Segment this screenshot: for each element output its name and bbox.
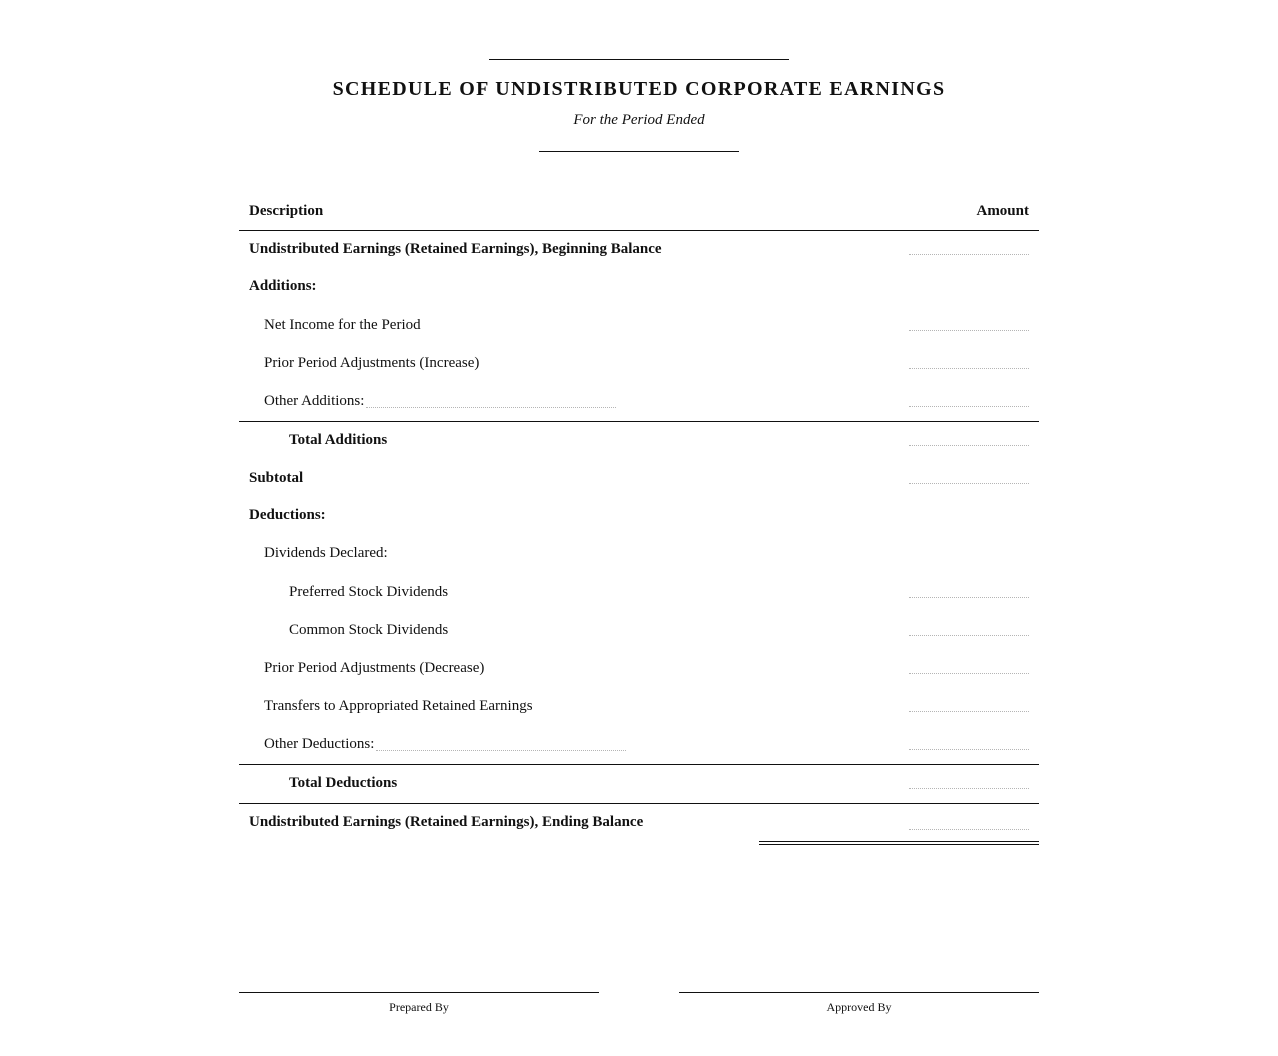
row-label: Other Deductions:: [264, 736, 375, 752]
table-row-other-deductions: [239, 726, 1039, 764]
amount-field[interactable]: [909, 711, 1029, 712]
table-header: [239, 192, 1039, 231]
description-header: Description: [249, 203, 324, 219]
row-label: Subtotal: [249, 470, 304, 486]
amount-field[interactable]: [909, 597, 1029, 598]
amount-field[interactable]: [909, 749, 1029, 750]
other-additions-fill-line[interactable]: [366, 407, 616, 408]
row-label-wrap: [264, 736, 626, 753]
amount-field[interactable]: [909, 254, 1029, 255]
row-label: Prior Period Adjustments (Increase): [264, 355, 480, 371]
top-rule: [489, 59, 789, 60]
row-label: Undistributed Earnings (Retained Earnings), Ending Balance: [249, 814, 644, 830]
table-row-preferred-dividends: [239, 574, 1039, 612]
table-row-deductions-heading: [239, 498, 1039, 536]
amount-header: Amount: [976, 203, 1029, 219]
row-label: Net Income for the Period: [264, 317, 421, 333]
row-label: Dividends Declared:: [264, 545, 388, 561]
table-row-prior-adj-decrease: [239, 650, 1039, 688]
row-label: Other Additions:: [264, 393, 365, 409]
row-label: Total Additions: [289, 432, 388, 448]
table-row-total-deductions: [239, 764, 1039, 804]
table-row-subtotal: [239, 460, 1039, 498]
row-label: Undistributed Earnings (Retained Earnings), Beginning Balance: [249, 241, 662, 257]
period-date-line[interactable]: [539, 151, 739, 152]
table-row-prior-adj-increase: [239, 345, 1039, 383]
table-row-common-dividends: [239, 612, 1039, 650]
amount-field[interactable]: [909, 829, 1029, 830]
row-label: Additions:: [249, 278, 317, 294]
prepared-by-signature-line[interactable]: [239, 992, 599, 1015]
amount-field[interactable]: [909, 368, 1029, 369]
other-deductions-fill-line[interactable]: [376, 750, 626, 751]
table-row-total-additions: [239, 421, 1039, 460]
amount-field[interactable]: [909, 635, 1029, 636]
row-label: Common Stock Dividends: [289, 622, 449, 638]
row-label: Transfers to Appropriated Retained Earnings: [264, 698, 533, 714]
table-row-net-income: [239, 307, 1039, 345]
row-label-wrap: [264, 393, 616, 410]
amount-field[interactable]: [909, 483, 1029, 484]
table-row-transfers: [239, 688, 1039, 726]
row-label: Preferred Stock Dividends: [289, 584, 449, 600]
row-label: Prior Period Adjustments (Decrease): [264, 660, 485, 676]
table-row-dividends-declared: [239, 536, 1039, 574]
amount-field[interactable]: [909, 330, 1029, 331]
table-row-ending-balance: [239, 804, 1039, 844]
row-label: Deductions:: [249, 507, 326, 523]
table-row-other-additions: [239, 383, 1039, 421]
document-title: SCHEDULE OF UNDISTRIBUTED CORPORATE EARNINGS: [332, 78, 946, 100]
approved-by-signature-line[interactable]: [679, 992, 1039, 1015]
document-subtitle: For the Period Ended: [573, 112, 705, 128]
amount-field[interactable]: [909, 406, 1029, 407]
table-row-beginning-balance: [239, 231, 1039, 269]
row-label: Total Deductions: [289, 775, 398, 791]
table-row-additions-heading: [239, 269, 1039, 307]
earnings-table: [239, 192, 1039, 844]
amount-field[interactable]: [909, 788, 1029, 789]
double-underline: [759, 841, 1039, 845]
amount-field[interactable]: [909, 445, 1029, 446]
prepared-by-label: Prepared By: [389, 1000, 449, 1014]
amount-field[interactable]: [909, 673, 1029, 674]
approved-by-label: Approved By: [826, 1000, 892, 1014]
